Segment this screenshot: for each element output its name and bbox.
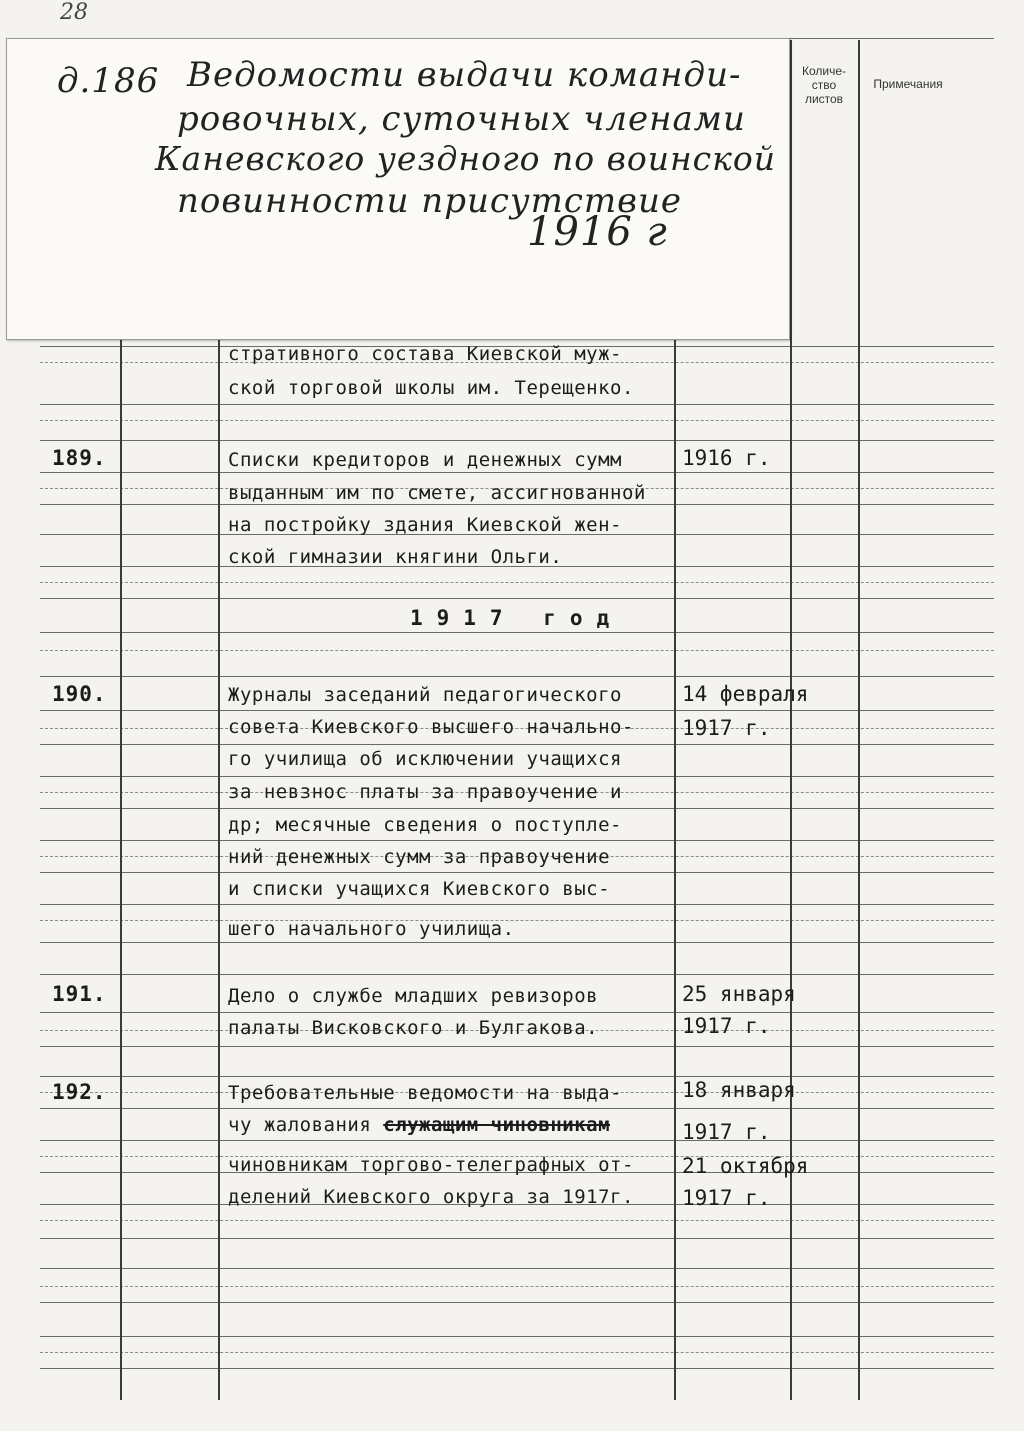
entry-date: 1917 г. <box>682 1186 771 1210</box>
corner-mark: 28 <box>60 0 88 25</box>
entry-date: 18 января <box>682 1078 796 1102</box>
bleed-through: ⠀⠀⠀⠀⠀⠀ <box>690 352 752 368</box>
entry-date: 1916 г. <box>682 446 771 470</box>
header-count-column: Количе- ство листов <box>801 64 847 106</box>
entry-date: 14 февраля <box>682 682 809 706</box>
entry-line: и списки учащихся Киевского выс- <box>228 878 611 900</box>
entry-date: 1917 г. <box>682 716 771 740</box>
entry-line: Журналы заседаний педагогического <box>228 684 622 706</box>
entry-line: палаты Висковского и Булгакова. <box>228 1017 599 1039</box>
entry-line: ской гимназии княгини Ольги. <box>228 546 563 568</box>
pasted-note <box>6 38 790 340</box>
entry-line: чиновникам торгово-телеграфных от- <box>228 1154 634 1176</box>
entry-date: 1917 г. <box>682 1120 771 1144</box>
entry-date: 1917 г. <box>682 1014 771 1038</box>
entry-line: др; месячные сведения о поступле- <box>228 814 622 836</box>
note-line: Каневского уездного по воинской <box>155 139 776 178</box>
struck-text: чу жалования служащим чиновникам <box>228 1114 611 1136</box>
note-year: 1916 г <box>527 209 668 255</box>
entry-line: делений Киевского округа за 1917г. <box>228 1186 634 1208</box>
entry-number: 192. <box>52 1080 107 1104</box>
entry-line <box>228 1114 610 1136</box>
entry-line: Дело о службе младших ревизоров <box>228 985 599 1007</box>
entry-line: ний денежных сумм за правоучение <box>228 846 611 868</box>
entry-line: на постройку здания Киевской жен- <box>228 514 622 536</box>
year-header: 1917 год <box>410 606 624 630</box>
note-line: ровочных, суточных членами <box>177 99 746 139</box>
entry-line: за невзнос платы за правоучение и <box>228 781 622 803</box>
entry-line: выданным им по смете, ассигнованной <box>228 482 646 504</box>
entry-line: шего начального училища. <box>228 918 515 940</box>
entry-date: 21 октября <box>682 1154 809 1178</box>
entry-line: совета Киевского высшего начально- <box>228 716 634 738</box>
note-line: Ведомости выдачи команди- <box>187 55 742 95</box>
entry-line: Списки кредиторов и денежных сумм <box>228 449 622 471</box>
entry-line: стративного состава Киевской муж- <box>228 343 622 365</box>
entry-number: 189. <box>52 446 107 470</box>
entry-date: 25 января <box>682 982 796 1006</box>
entry-number: 191. <box>52 982 107 1006</box>
entry-line: Требовательные ведомости на выда- <box>228 1082 622 1104</box>
header-notes-column: Примечания <box>873 77 943 91</box>
entry-line: го училища об исключении учащихся <box>228 748 622 770</box>
entry-number: 190. <box>52 682 107 706</box>
note-ref: д.186 <box>57 61 160 101</box>
note-line: повинности присутствие <box>177 181 682 221</box>
entry-line: ской торговой школы им. Терещенко. <box>228 377 634 399</box>
